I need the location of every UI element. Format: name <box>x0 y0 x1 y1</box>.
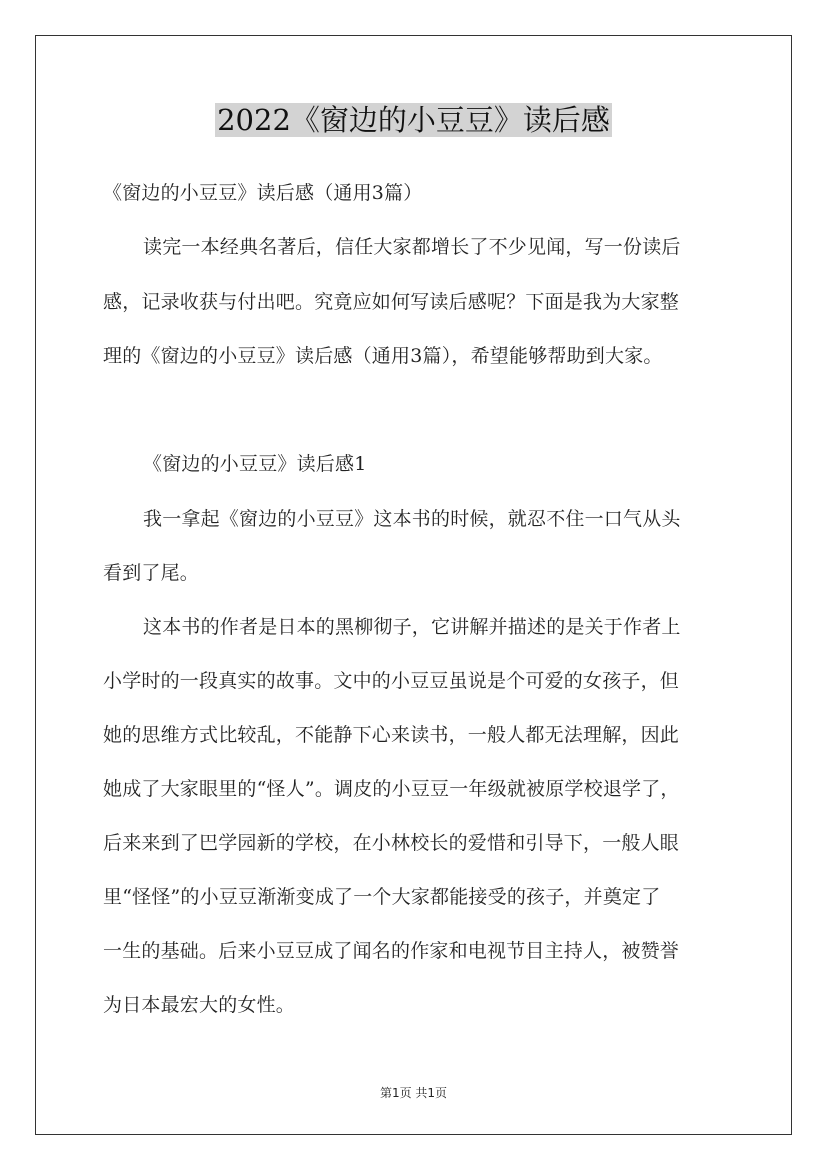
intro-line-1: 读完一本经典名著后，信任大家都增长了不少见闻，写一份读后 <box>143 236 681 258</box>
paragraph2-line-7: 一生的基础。后来小豆豆成了闻名的作家和电视节目主持人，被赞誉 <box>103 940 680 962</box>
page-footer: 第1页 共1页 <box>379 1086 448 1100</box>
paragraph2-line-5: 后来来到了巴学园新的学校，在小林校长的爱惜和引导下，一般人眼 <box>103 832 680 854</box>
document-subtitle: 《窗边的小豆豆》读后感（通用3篇） <box>103 182 423 204</box>
intro-line-3: 理的《窗边的小豆豆》读后感（通用3篇），希望能够帮助到大家。 <box>103 345 663 367</box>
paragraph1-line-2: 看到了尾。 <box>103 562 200 584</box>
section-heading: 《窗边的小豆豆》读后感1 <box>143 453 367 475</box>
paragraph2-line-4: 她成了大家眼里的“怪人”。调皮的小豆豆一年级就被原学校退学了， <box>103 778 680 800</box>
paragraph2-line-1: 这本书的作者是日本的黑柳彻子，它讲解并描述的是关于作者上 <box>143 616 681 638</box>
intro-line-2: 感，记录收获与付出吧。究竟应如何写读后感呢？下面是我为大家整 <box>103 291 680 313</box>
document-title-wrapper <box>0 100 827 140</box>
paragraph2-line-3: 她的思维方式比较乱，不能静下心来读书，一般人都无法理解，因此 <box>103 724 680 746</box>
paragraph2-line-8: 为日本最宏大的女性。 <box>103 994 296 1016</box>
paragraph1-line-1: 我一拿起《窗边的小豆豆》这本书的时候，就忍不住一口气从头 <box>143 508 681 530</box>
document-title: 2022《窗边的小豆豆》读后感 <box>217 103 610 137</box>
paragraph2-line-6: 里“怪怪”的小豆豆渐渐变成了一个大家都能接受的孩子，并奠定了 <box>103 886 661 908</box>
paragraph2-line-2: 小学时的一段真实的故事。文中的小豆豆虽说是个可爱的女孩子，但 <box>103 670 680 692</box>
